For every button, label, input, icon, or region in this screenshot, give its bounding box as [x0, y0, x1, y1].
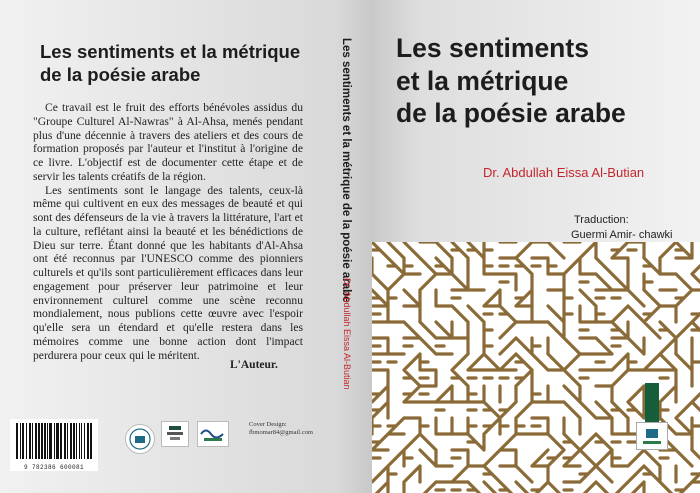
barcode-bars	[10, 419, 98, 463]
back-cover-title: Les sentiments et la métrique de la poésie arabe	[40, 41, 301, 85]
translation-label: Traduction:	[574, 214, 629, 226]
barcode-number: 9 782386 600081	[23, 464, 84, 471]
front-cover-title	[396, 32, 696, 130]
credit-label: Cover Design:	[249, 421, 287, 428]
credit-email: fbmomar84@gmail.com	[249, 429, 313, 436]
back-cover	[0, 0, 318, 493]
institute-logo	[161, 421, 189, 447]
translator-name: Guermi Amir- chawki	[571, 229, 673, 241]
blurb-paragraph: Les sentiments sont le langage des talents, ceux-là même qui cultivent en eux des messages de beauté et qui sont des défenseurs de la vie à travers la littérature, l'art et la culture, reflétant ainsi la beauté et les bénédictions de Dieu sur terre. Étant donné que les habitants d'Al-Ahsa ont été reconnus par l'UNESCO comme des pionniers culturels et qu'ils sont particulièrement efficaces dans leur engagement pour préserver leur patrimoine et leur environnement culturel comme une scène reconnu mondialement, nous publions cette œuvre avec l'espoir qu'elle sera un étendard et qu'elle restera dans les mémoires comme une bonne action dont l'impact perdurera pour ceux qui le méritent.	[33, 183, 303, 362]
group-logo	[197, 421, 229, 447]
title-line: Les sentiments	[396, 33, 589, 63]
maze-pattern-graphic	[372, 242, 700, 493]
book-icon	[637, 423, 667, 449]
author-signature: L'Auteur.	[230, 359, 278, 371]
emblem-icon	[162, 422, 188, 446]
blurb-paragraph: Ce travail est le fruit des efforts bénévoles assidus du "Groupe Culturel Al-Nawras" à Al-Ahsa, menés pendant plus d'une décennie à travers des ateliers et des cours de formation proposés par l'auteur et l'institut à l'origine de ce livre. L'objectif est de documenter cette étape et de servir les talents créatifs de la région.	[33, 101, 303, 183]
title-line: et la métrique	[396, 65, 569, 96]
spine-title: Les sentiments et la métrique de la poésie arabe	[340, 38, 352, 303]
front-cover-author: Dr. Abdullah Eissa Al-Butian	[483, 165, 645, 180]
front-publisher-logo	[636, 422, 668, 450]
barcode	[10, 419, 98, 471]
spine-author: Dr. Abdullah Eissa Al-Butian	[342, 278, 352, 390]
wave-icon	[198, 422, 228, 446]
book-icon	[126, 425, 154, 453]
back-cover-blurb	[33, 101, 303, 362]
cover-design-credit	[249, 421, 313, 437]
title-line: de la poésie arabe	[396, 98, 626, 128]
arabesque-pattern	[372, 242, 700, 493]
publisher-logo	[125, 424, 155, 454]
